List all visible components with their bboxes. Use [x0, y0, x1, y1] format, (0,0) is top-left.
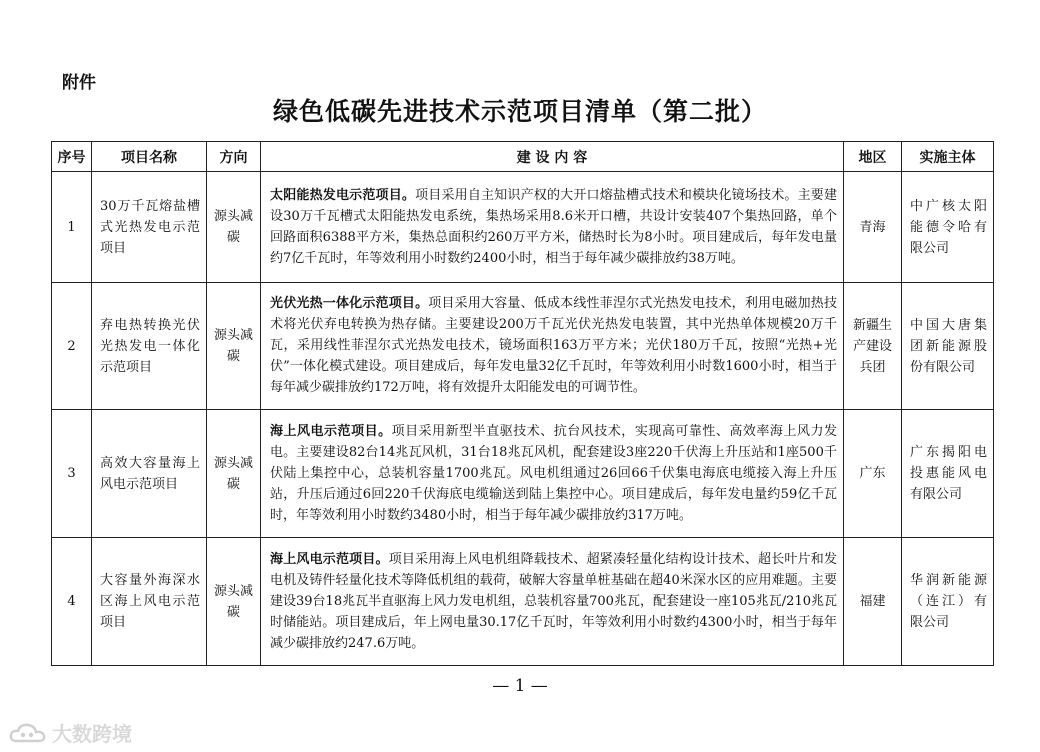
table-row — [52, 538, 994, 666]
project-implementer: 华润新能源（连江）有限公司 — [902, 538, 994, 666]
content-lead: 海上风电示范项目。 — [270, 423, 392, 439]
project-table — [51, 141, 994, 666]
project-name: 30万千瓦熔盐槽式光热发电示范项目 — [92, 172, 207, 283]
content-body: 项目采用大容量、低成本线性菲涅尔式光热发电技术，利用电磁加热技术将光伏弃电转换为热存储。主要建设200万千瓦光伏光热发电装置，其中光热单体规模20万千瓦，采用线性菲涅尔式光热发电技术，镜场面积163万平方米；光伏180万千瓦，按照“光热+光伏”一体化模式建设。项目建成后，每年发电量32亿千瓦时，年等效利用小时数1600小时，相当于每年减少碳排放约172万吨，将有效提升太阳能发电的可调节性。 — [270, 296, 837, 395]
project-name: 弃电热转换光伏光热发电一体化示范项目 — [92, 283, 207, 410]
table-header-row — [52, 142, 994, 172]
content-body: 项目采用海上风电机组降载技术、超紧凑轻量化结构设计技术、超长叶片和发电机及铸件轻量化技术等降低机组的载荷，破解大容量单桩基础在超40米深水区的应用难题。主要建设39台18兆瓦半直驱海上风力发电机组，总装机容量700兆瓦，配套建设一座105兆瓦/210兆瓦时储能站。项目建成后，年上网电量30.17亿千瓦时，年等效利用小时数约4300小时，相当于每年减少碳排放约247.6万吨。 — [270, 551, 837, 651]
document-title: 绿色低碳先进技术示范项目清单（第二批） — [272, 97, 767, 126]
project-implementer: 广东揭阳电投惠能风电有限公司 — [902, 410, 994, 538]
content-lead: 太阳能热发电示范项目。 — [270, 187, 416, 203]
row-number: 4 — [52, 538, 92, 666]
project-name: 大容量外海深水区海上风电示范项目 — [92, 538, 207, 666]
project-region: 广东 — [844, 410, 902, 538]
content-body: 项目采用新型半直驱技术、抗台风技术，实现高可靠性、高效率海上风力发电。主要建设82台14兆瓦风机，31台18兆瓦风机，配套建设3座220千伏海上升压站和1座500千伏陆上集控中心，总装机容量1700兆瓦。风电机组通过26回66千伏集电海底电缆接入海上升压站，升压后通过6回220千伏海底电缆输送到陆上集控中心。项目建成后，每年发电量约59亿千瓦时，年等效利用小时数约3480小时，相当于每年减少碳排放约317万吨。 — [270, 423, 837, 523]
project-direction: 源头减碳 — [207, 172, 261, 283]
col-header-region: 地区 — [844, 142, 902, 172]
row-number: 2 — [52, 283, 92, 410]
col-header-name: 项目名称 — [92, 142, 207, 172]
attachment-label: 附件 — [62, 73, 96, 93]
project-direction: 源头减碳 — [207, 538, 261, 666]
content-body: 项目采用自主知识产权的大开口熔盐槽式技术和模块化镜场技术。主要建设30万千瓦槽式太阳能热发电系统，集热场采用8.6米开口槽，共设计安装407个集热回路，单个回路面积6388平方米，集热总面积约260万平方米，储热时长为8小时。项目建成后，每年发电量约7亿千瓦时，年等效利用小时数约2400小时，相当于每年减少碳排放约38万吨。 — [270, 187, 837, 266]
col-header-content: 建 设 内 容 — [261, 142, 844, 172]
project-content — [261, 410, 844, 538]
project-implementer: 中广核太阳能德令哈有限公司 — [902, 172, 994, 283]
project-region: 新疆生产建设兵团 — [844, 283, 902, 410]
cloud-logo-icon — [8, 721, 48, 745]
page-number: — 1 — — [492, 676, 548, 696]
project-content — [261, 172, 844, 283]
project-content — [261, 538, 844, 666]
project-implementer: 中国大唐集团新能源股份有限公司 — [902, 283, 994, 410]
project-direction: 源头减碳 — [207, 283, 261, 410]
project-direction: 源头减碳 — [207, 410, 261, 538]
row-number: 3 — [52, 410, 92, 538]
content-lead: 光伏光热一体化示范项目。 — [270, 296, 429, 311]
table-row — [52, 283, 994, 410]
content-lead: 海上风电示范项目。 — [270, 551, 389, 567]
col-header-no: 序号 — [52, 142, 92, 172]
table-row — [52, 410, 994, 538]
watermark — [8, 718, 132, 747]
col-header-implementer: 实施主体 — [902, 142, 994, 172]
project-region: 福建 — [844, 538, 902, 666]
col-header-direction: 方向 — [207, 142, 261, 172]
project-region: 青海 — [844, 172, 902, 283]
project-name: 高效大容量海上风电示范项目 — [92, 410, 207, 538]
watermark-text: 大数跨境 — [52, 722, 132, 746]
table-row — [52, 172, 994, 283]
row-number: 1 — [52, 172, 92, 283]
project-content — [261, 283, 844, 410]
